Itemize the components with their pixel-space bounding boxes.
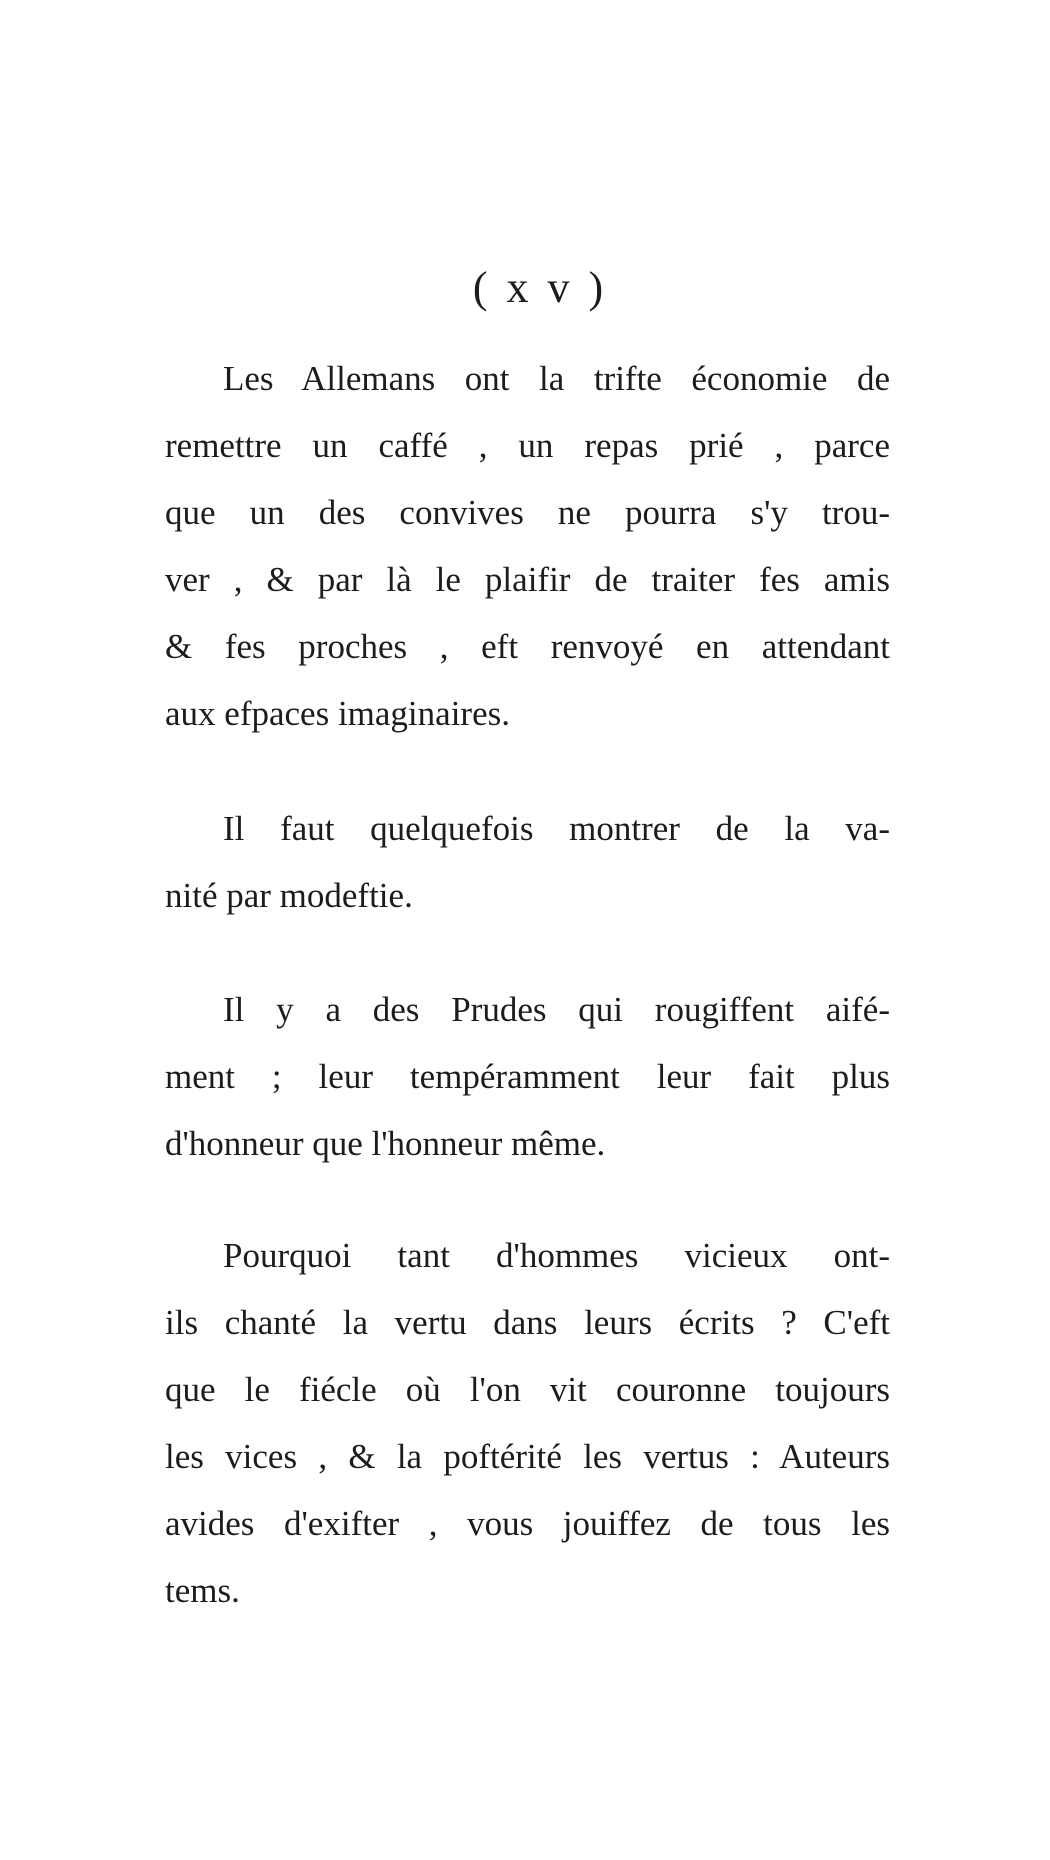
paragraph-2 <box>165 795 890 929</box>
paragraph-line: ver , & par là le plaifir de traiter fes amis <box>165 560 890 599</box>
paragraph-line: Il y a des Prudes qui rougiffent aifé- <box>223 990 890 1029</box>
paragraph-line: Pourquoi tant d'hommes vicieux ont- <box>223 1236 890 1275</box>
paragraph-line: que le fiécle où l'on vit couronne toujours <box>165 1370 890 1409</box>
paragraph-line: Il faut quelquefois montrer de la va- <box>223 809 890 848</box>
paragraph-line: aux efpaces imaginaires. <box>165 694 510 733</box>
paragraph-line: d'honneur que l'honneur même. <box>165 1124 606 1163</box>
paragraph-line: ment ; leur tempéramment leur fait plus <box>165 1057 890 1096</box>
paragraph-line: Les Allemans ont la trifte économie de <box>223 359 890 398</box>
paragraph-line: avides d'exifter , vous jouiffez de tous les <box>165 1504 890 1543</box>
paragraph-line: ils chanté la vertu dans leurs écrits ? C'eft <box>165 1303 890 1342</box>
paragraph-1 <box>165 345 890 747</box>
paragraph-line: les vices , & la poftérité les vertus : Auteurs <box>165 1437 890 1476</box>
paragraph-4 <box>165 1222 890 1624</box>
paragraph-line: tems. <box>165 1571 240 1610</box>
paragraph-line: nité par modeftie. <box>165 876 413 915</box>
paragraph-3 <box>165 976 890 1177</box>
page-number: ( x v ) <box>472 263 608 312</box>
paragraph-line: que un des convives ne pourra s'y trou- <box>165 493 890 532</box>
paragraph-line: remettre un caffé , un repas prié , parce <box>165 426 890 465</box>
paragraph-line: & fes proches , eft renvoyé en attendant <box>165 627 890 666</box>
